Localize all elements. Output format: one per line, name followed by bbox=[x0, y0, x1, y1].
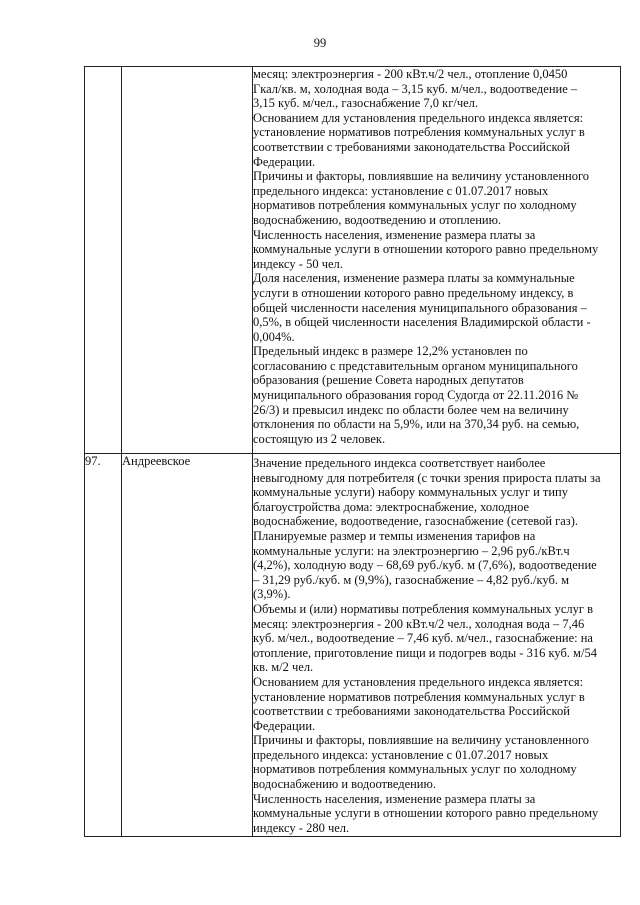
text-line: коммунальные услуги: на электроэнергию – 2,96 руб./кВт.ч bbox=[253, 543, 570, 558]
text-line: отопление, приготовление пищи и подогрев воды - 316 куб. м/54 bbox=[253, 645, 597, 660]
description-paragraphs bbox=[253, 67, 620, 446]
text-line: Численность населения, изменение размера платы за bbox=[253, 227, 536, 242]
row-number-cell bbox=[85, 67, 122, 454]
text-line: (4,2%), холодную воду – 68,69 руб./куб. м (7,6%), водоотведение bbox=[253, 558, 597, 573]
text-line: 0,004%. bbox=[253, 329, 295, 344]
paragraph bbox=[253, 228, 620, 272]
paragraph bbox=[253, 529, 620, 602]
text-line: Основанием для установления предельного индекса является: bbox=[253, 674, 584, 689]
text-line: установление нормативов потребления коммунальных услуг в bbox=[253, 689, 585, 704]
paragraph bbox=[253, 111, 620, 169]
text-line: водоснабжению, водоотведению и отоплению. bbox=[253, 212, 502, 227]
text-line: благоустройства дома: электроснабжение, холодное bbox=[253, 499, 530, 514]
text-line: 3,15 куб. м/чел., газоснабжение 7,0 кг/чел. bbox=[253, 96, 479, 111]
paragraph bbox=[253, 67, 620, 111]
text-line: водоснабжению и водоотведению. bbox=[253, 777, 436, 792]
text-line: Объемы и (или) нормативы потребления коммунальных услуг в bbox=[253, 601, 594, 616]
text-line: 26/3) и превысил индекс по области более чем на величину bbox=[253, 402, 569, 417]
description-cell bbox=[253, 67, 621, 454]
text-line: невыгодному для потребителя (с точки зрения прироста платы за bbox=[253, 470, 601, 485]
text-line: месяц: электроэнергия - 200 кВт.ч/2 чел., холодная вода – 7,46 bbox=[253, 616, 585, 631]
text-line: муниципального образования город Судогда от 22.11.2016 № bbox=[253, 388, 579, 403]
page-number: 99 bbox=[313, 36, 327, 50]
text-line: Причины и факторы, повлиявшие на величину установленного bbox=[253, 733, 590, 748]
text-line: образования (решение Совета народных депутатов bbox=[253, 373, 524, 388]
paragraph bbox=[253, 271, 620, 344]
text-line: состоящую из 2 человек. bbox=[253, 431, 386, 446]
paragraph bbox=[253, 169, 620, 227]
text-line: (3,9%). bbox=[253, 587, 291, 602]
text-line: предельного индекса: установление с 01.07.2017 новых bbox=[253, 183, 549, 198]
text-line: 0,5%, в общей численности населения Владимирской области - bbox=[253, 315, 591, 330]
text-line: индексу - 50 чел. bbox=[253, 256, 343, 271]
text-line: Причины и факторы, повлиявшие на величину установленного bbox=[253, 169, 590, 184]
text-line: Планируемые размер и темпы изменения тарифов на bbox=[253, 528, 536, 543]
text-line: месяц: электроэнергия - 200 кВт.ч/2 чел., отопление 0,0450 bbox=[253, 67, 568, 81]
text-line: нормативов потребления коммунальных услуг по холодному bbox=[253, 762, 577, 777]
text-line: Федерации. bbox=[253, 718, 316, 733]
text-line: услуги в отношении которого равно предельному индексу, в bbox=[253, 285, 574, 300]
text-line: Значение предельного индекса соответствует наиболее bbox=[253, 456, 546, 470]
text-line: Гкал/кв. м, холодная вода – 3,15 куб. м/чел., водоотведение – bbox=[253, 81, 578, 96]
paragraph bbox=[253, 344, 620, 446]
text-line: Доля населения, изменение размера платы за коммунальные bbox=[253, 271, 575, 286]
text-line: – 31,29 руб./куб. м (9,9%), газоснабжение – 4,82 руб./куб. м bbox=[253, 572, 570, 587]
paragraph bbox=[253, 675, 620, 733]
text-line: водоснабжение, водоотведение, газоснабжение (сетевой газ). bbox=[253, 514, 579, 529]
text-line: соответствии с требованиями законодательства Российской bbox=[253, 139, 570, 154]
text-line: нормативов потребления коммунальных услуг по холодному bbox=[253, 198, 577, 213]
municipality-name-cell bbox=[122, 67, 253, 454]
text-line: коммунальные услуги) набору коммунальных услуг и типу bbox=[253, 485, 568, 500]
text-line: коммунальные услуги в отношении которого равно предельному bbox=[253, 806, 599, 821]
table-row bbox=[85, 67, 621, 454]
row-number-cell: 97. bbox=[85, 454, 122, 837]
text-line: соответствии с требованиями законодательства Российской bbox=[253, 704, 570, 719]
text-line: коммунальные услуги в отношении которого равно предельному bbox=[253, 242, 599, 257]
text-line: согласованию с представительным органом муниципального bbox=[253, 358, 578, 373]
paragraph bbox=[253, 792, 620, 836]
paragraph bbox=[253, 456, 620, 529]
text-line: кв. м/2 чел. bbox=[253, 660, 314, 675]
text-line: индексу - 280 чел. bbox=[253, 820, 350, 835]
paragraph bbox=[253, 602, 620, 675]
municipality-name-cell: Андреевское bbox=[122, 454, 253, 837]
text-line: установление нормативов потребления коммунальных услуг в bbox=[253, 125, 585, 140]
text-line: Основанием для установления предельного индекса является: bbox=[253, 110, 584, 125]
text-line: Федерации. bbox=[253, 154, 316, 169]
table-row bbox=[85, 454, 621, 837]
description-cell bbox=[253, 454, 621, 837]
text-line: общей численности населения муниципального образования – bbox=[253, 300, 587, 315]
text-line: отклонения по области на 5,9%, или на 370,34 руб. на семью, bbox=[253, 417, 580, 432]
municipal-index-table bbox=[84, 66, 621, 837]
text-line: куб. м/чел., водоотведение – 7,46 куб. м/чел., газоснабжение: на bbox=[253, 631, 593, 646]
text-line: предельного индекса: установление с 01.07.2017 новых bbox=[253, 747, 549, 762]
paragraph bbox=[253, 733, 620, 791]
text-line: Численность населения, изменение размера платы за bbox=[253, 791, 536, 806]
text-line: Предельный индекс в размере 12,2% установлен по bbox=[253, 344, 528, 359]
description-paragraphs bbox=[253, 456, 620, 835]
